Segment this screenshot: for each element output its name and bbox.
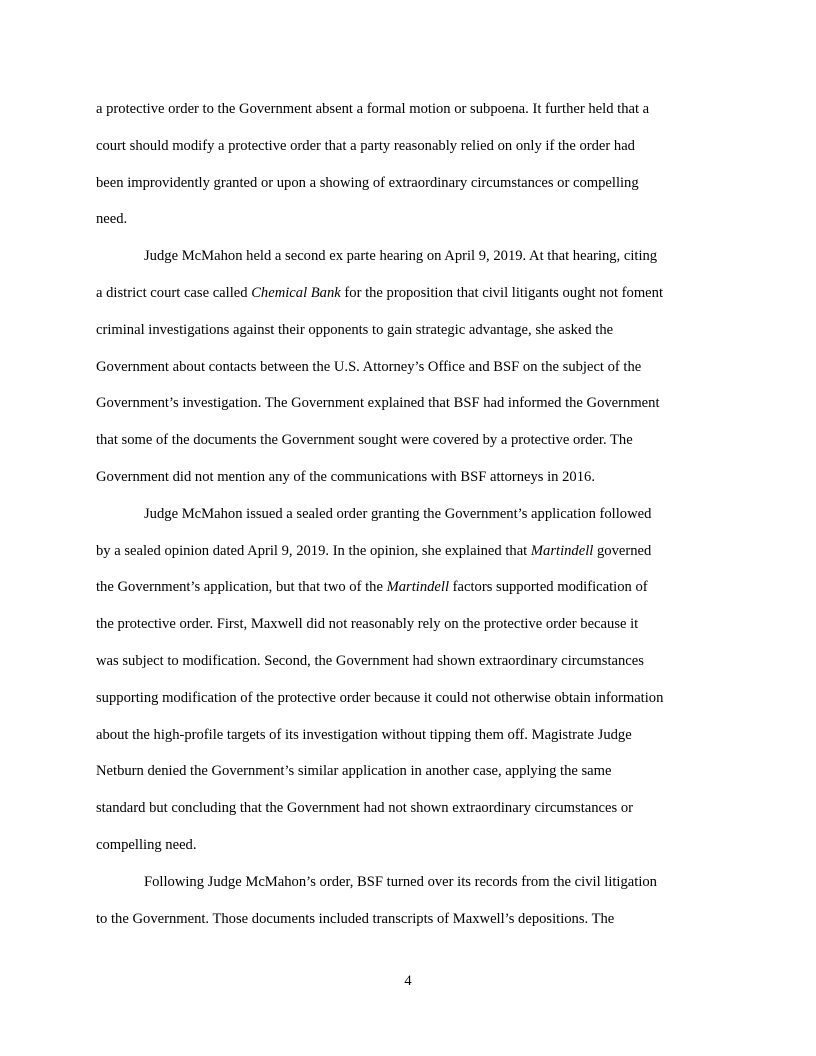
text-line: court should modify a protective order that a party reasonably relied on only if the order had xyxy=(96,137,635,154)
text-line: need. xyxy=(96,211,128,228)
text-line: was subject to modification. Second, the Government had shown extraordinary circumstances xyxy=(96,652,644,669)
paragraph-3 xyxy=(96,496,722,864)
text-run: the Government’s application, but that two of the xyxy=(96,579,387,596)
text-line: been improvidently granted or upon a showing of extraordinary circumstances or compelling xyxy=(96,174,639,191)
text-line xyxy=(96,569,722,606)
text-line: Government did not mention any of the communications with BSF attorneys in 2016. xyxy=(96,468,595,485)
text-line: compelling need. xyxy=(96,836,197,853)
text-run: governed xyxy=(593,542,652,559)
page-number: 4 xyxy=(404,973,412,989)
case-name-chemical-bank: Chemical Bank xyxy=(251,284,341,301)
text-line: that some of the documents the Government sought were covered by a protective order. The xyxy=(96,432,633,449)
text-line: Government’s investigation. The Government explained that BSF had informed the Government xyxy=(96,395,660,412)
text-line: Following Judge McMahon’s order, BSF turned over its records from the civil litigation xyxy=(144,873,657,890)
paragraph-2 xyxy=(96,238,722,496)
text-line: criminal investigations against their opponents to gain strategic advantage, she asked the xyxy=(96,321,614,338)
text-line: supporting modification of the protective order because it could not otherwise obtain information xyxy=(96,689,664,706)
text-run: a district court case called xyxy=(96,284,252,301)
text-line: Judge McMahon held a second ex parte hearing on April 9, 2019. At that hearing, citing xyxy=(144,248,658,265)
text-line: a protective order to the Government absent a formal motion or subpoena. It further held that a xyxy=(96,101,650,117)
case-name-martindell: Martindell xyxy=(386,579,450,596)
text-line xyxy=(96,533,722,570)
text-line: about the high-profile targets of its investigation without tipping them off. Magistrate Judge xyxy=(96,726,632,743)
paragraph-1 xyxy=(96,91,722,238)
text-line: Judge McMahon issued a sealed order granting the Government’s application followed xyxy=(144,505,652,522)
text-line: Government about contacts between the U.S. Attorney’s Office and BSF on the subject of the xyxy=(96,358,642,375)
text-run: by a sealed opinion dated April 9, 2019. In the opinion, she explained that xyxy=(96,542,531,559)
text-run: factors supported modification of xyxy=(449,579,648,596)
text-run: for the proposition that civil litigants ought not foment xyxy=(340,284,664,301)
text-line xyxy=(96,275,722,312)
document-body xyxy=(96,91,722,937)
text-line: Netburn denied the Government’s similar application in another case, applying the same xyxy=(96,763,612,780)
text-line: standard but concluding that the Government had not shown extraordinary circumstances or xyxy=(96,800,633,817)
case-name-martindell: Martindell xyxy=(530,542,594,559)
paragraph-4 xyxy=(96,864,722,938)
text-line: the protective order. First, Maxwell did not reasonably rely on the protective order because it xyxy=(96,616,639,633)
text-line: to the Government. Those documents included transcripts of Maxwell’s depositions. The xyxy=(96,910,615,927)
